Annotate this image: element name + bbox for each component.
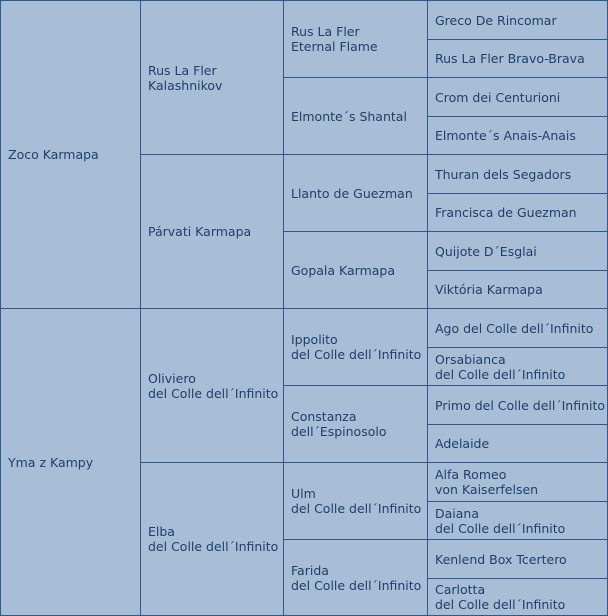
ancestor-gen3-6: Constanza dell´Espinosolo bbox=[283, 385, 428, 463]
sire-dam: Párvati Karmapa bbox=[140, 154, 284, 309]
ancestor-gen3-1: Rus La Fler Eternal Flame bbox=[283, 0, 428, 78]
ancestor-gen4-5: Thuran dels Segadors bbox=[427, 154, 608, 194]
ancestor-gen4-10: Orsabianca del Colle dell´Infinito bbox=[427, 347, 608, 386]
sire-sire: Rus La Fler Kalashnikov bbox=[140, 0, 284, 155]
dam-dam: Elba del Colle dell´Infinito bbox=[140, 462, 284, 616]
dam-sire: Oliviero del Colle dell´Infinito bbox=[140, 308, 284, 463]
ancestor-gen4-4: Elmonte´s Anais-Anais bbox=[427, 116, 608, 155]
ancestor-gen4-16: Carlotta del Colle dell´Infinito bbox=[427, 578, 608, 616]
ancestor-gen4-8: Viktória Karmapa bbox=[427, 270, 608, 309]
ancestor-gen4-2: Rus La Fler Bravo-Brava bbox=[427, 39, 608, 78]
ancestor-gen4-11: Primo del Colle dell´Infinito bbox=[427, 385, 608, 425]
ancestor-gen3-7: Ulm del Colle dell´Infinito bbox=[283, 462, 428, 540]
ancestor-gen4-6: Francisca de Guezman bbox=[427, 193, 608, 232]
ancestor-gen4-7: Quijote D´Esglai bbox=[427, 231, 608, 271]
ancestor-gen4-14: Daiana del Colle dell´Infinito bbox=[427, 501, 608, 540]
ancestor-gen3-2: Elmonte´s Shantal bbox=[283, 77, 428, 155]
ancestor-gen3-8: Farida del Colle dell´Infinito bbox=[283, 539, 428, 616]
sire: Zoco Karmapa bbox=[0, 0, 141, 309]
dam: Yma z Kampy bbox=[0, 308, 141, 616]
ancestor-gen4-1: Greco De Rincomar bbox=[427, 0, 608, 40]
ancestor-gen4-3: Crom dei Centurioni bbox=[427, 77, 608, 117]
ancestor-gen3-5: Ippolito del Colle dell´Infinito bbox=[283, 308, 428, 386]
ancestor-gen4-9: Ago del Colle dell´Infinito bbox=[427, 308, 608, 348]
ancestor-gen4-13: Alfa Romeo von Kaiserfelsen bbox=[427, 462, 608, 502]
ancestor-gen3-3: Llanto de Guezman bbox=[283, 154, 428, 232]
ancestor-gen4-12: Adelaide bbox=[427, 424, 608, 463]
ancestor-gen3-4: Gopala Karmapa bbox=[283, 231, 428, 309]
ancestor-gen4-15: Kenlend Box Tcertero bbox=[427, 539, 608, 579]
